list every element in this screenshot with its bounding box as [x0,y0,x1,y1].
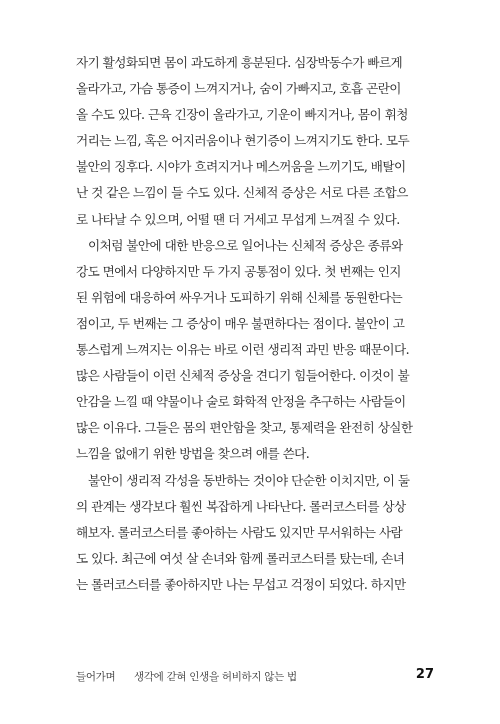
page-number: 27 [415,667,434,682]
text-line: 는 롤러코스터를 좋아하지만 나는 무섭고 걱정이 되었다. 하지만 [76,576,406,592]
text-line: 해보자. 롤러코스터를 좋아하는 사람도 있지만 무서워하는 사람 [76,524,403,540]
text-line: 많은 사람들이 이런 신체적 증상을 견디기 힘들어한다. 이것이 불 [76,368,410,384]
page-footer [76,667,434,687]
running-section-title: 들어가며 [76,671,116,683]
text-line: 많은 이유다. 그들은 몸의 편안함을 찾고, 통제력을 완전히 상실한 [76,420,413,436]
text-line: 이처럼 불안에 대한 반응으로 일어나는 신체적 증상은 종류와 [88,237,403,253]
paragraph [76,468,432,598]
text-line: 올 수도 있다. 근육 긴장이 올라가고, 기운이 빠지거나, 몸이 휘청 [76,107,408,123]
text-line: 거리는 느낌, 혹은 어지러움이나 현기증이 느껴지기도 한다. 모두 [76,133,410,149]
paragraph [76,233,432,468]
body-text [76,50,432,598]
text-line: 올라가고, 가슴 통증이 느껴지거나, 숨이 가빠지고, 호흡 곤란이 [76,81,401,97]
text-line: 안감을 느낄 때 약물이나 술로 화학적 안정을 추구하는 사람들이 [76,394,406,410]
text-line: 불안의 징후다. 시야가 흐려지거나 메스꺼움을 느끼기도, 배탈이 [76,159,406,175]
paragraph [76,50,432,233]
text-line: 불안이 생리적 각성을 동반하는 것이야 단순한 이치지만, 이 둘 [88,472,410,488]
text-line: 로 나타날 수 있으며, 어떨 땐 더 거세고 무섭게 느껴질 수 있다. [76,211,400,227]
text-line: 된 위험에 대응하여 싸우거나 도피하기 위해 신체를 동원한다는 [76,289,403,305]
text-line: 자기 활성화되면 몸이 과도하게 흥분된다. 심장박동수가 빠르게 [76,55,403,70]
text-line: 점이고, 두 번째는 그 증상이 매우 불편하다는 점이다. 불안이 고 [76,315,405,331]
text-line: 의 관계는 생각보다 훨씬 복잡하게 나타난다. 롤러코스터를 상상 [76,498,406,514]
text-line: 난 것 같은 느낌이 들 수도 있다. 신체적 증상은 서로 다른 조합으 [76,185,408,201]
text-line: 느낌을 없애기 위한 방법을 찾으려 애를 쓴다. [76,446,310,462]
text-line: 도 있다. 최근에 여섯 살 손녀와 함께 롤러코스터를 탔는데, 손녀 [76,550,405,566]
running-book-title: 생각에 갇혀 인생을 허비하지 않는 법 [134,671,297,683]
text-line: 강도 면에서 다양하지만 두 가지 공통점이 있다. 첫 번째는 인지 [76,263,401,279]
text-line: 통스럽게 느껴지는 이유는 바로 이런 생리적 과민 반응 때문이다. [76,342,410,358]
